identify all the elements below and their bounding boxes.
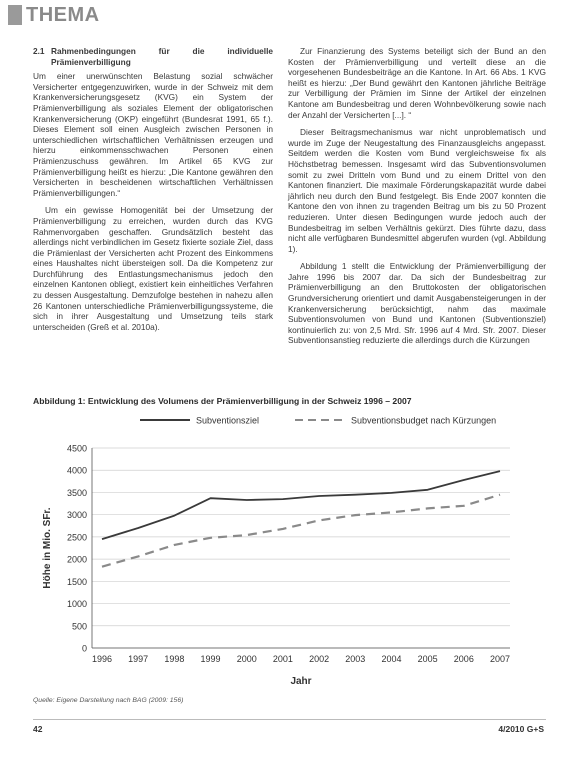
section-heading-text: Rahmenbedingungen für die individuelle Prämienverbilligung: [51, 46, 273, 67]
x-tick-label: 1999: [200, 654, 221, 664]
y-tick-label: 2000: [66, 554, 87, 565]
x-tick-label: 2002: [309, 654, 330, 664]
x-tick-label: 1997: [128, 654, 149, 664]
header-bar-mark: [8, 5, 22, 25]
section-number: 2.1: [33, 46, 45, 56]
y-tick-label: 4500: [66, 443, 87, 454]
y-tick-label: 1000: [66, 599, 87, 610]
legend-label: Subventionsziel: [196, 415, 260, 426]
x-tick-label: 2006: [453, 654, 474, 664]
paragraph: Um ein gewisse Homogenität bei der Umsetzung der Prämienverbilligung zu erreichen, wurden durch das KVG Rahmenvorgaben geschaffen. Grundsätzlich besteht das allerdings nicht verbindlichen im Gesetz fixierte soziale Ziel, dass die Prämienlast der Versicherten acht Prozent des Einkommens eines Haushaltes nicht übersteigen soll. Da die Kompetenz zur Durchführung des Entlastungsmechanismus jedoch den einzelnen Kantonen obliegt, existiert kein einheitliches Verfahren zu dessen Ausgestaltung. Demzufolge bestehen in nahezu allen 26 Kantonen unterschiedliche Prämienverbilligungssysteme, die sich in ihrer Ausgestaltung und Umsetzung teils stark unterscheiden (Greß et al. 2010a).: [33, 205, 273, 332]
right-column: [288, 46, 546, 353]
y-tick-label: 3500: [66, 487, 87, 498]
series-line-subventionsziel: [102, 471, 500, 539]
series-line-subventionsbudget: [102, 495, 500, 567]
x-tick-label: 2007: [489, 654, 511, 664]
y-tick-label: 1500: [66, 576, 87, 587]
x-tick-label: 2001: [272, 654, 293, 664]
page-header: [8, 4, 100, 26]
x-tick-label: 2003: [345, 654, 366, 664]
x-tick-label: 2004: [381, 654, 402, 664]
x-axis-label: Jahr: [290, 676, 312, 687]
paragraph: Um einer unerwünschten Belastung sozial schwächer Versicherter entgegenzuwirken, wurde in der Schweiz mit dem Krankenversicherungsgesetz (KVG) ein System der Prämienverbilligung als soziales Element der obligatorischen Krankenversicherung (OKP) eingeführt (Bundesrat 1991, 65 f.). Dieses Element soll einen Ausgleich zwischen Personen in unterschiedlichen wirtschaftlichen Verhältnissen erzeugen und hierzu einkommensschwachen Personen einen Prämienzuschuss gewähren. Im Artikel 65 KVG zur Prämienverbilligung heißt es hierzu: „Die Kantone gewähren den Versicherten in bescheidenen wirtschaftlichen Verhältnissen Prämienverbilligungen.“: [33, 71, 273, 198]
left-column: [33, 46, 273, 339]
y-tick-label: 500: [71, 621, 87, 632]
x-tick-label: 1996: [91, 654, 113, 664]
section-heading: [33, 46, 273, 67]
y-tick-label: 0: [81, 643, 87, 654]
x-tick-label: 2000: [236, 654, 257, 664]
x-tick-label: 2005: [417, 654, 438, 664]
y-tick-label: 2500: [66, 532, 87, 543]
issue-label: 4/2010 G+S: [498, 724, 544, 734]
paragraph: Zur Finanzierung des Systems beteiligt sich der Bund an den Kosten der Prämienverbilligung und verteilt diese an die vorgesehenen Bundesbeiträge an die Kantone. In Art. 66 Abs. 1 KVG heißt es hierzu: „Der Bund gewährt den Kantonen jährliche Beiträge zur Verbilligung der Prämien im Sinne der Artikel der einzelnen Kantone am Bundesbeitrag und deren Wohnbevölkerung sowie nach der Anzahl der Versicherten [...]. “: [288, 46, 546, 120]
figure-source: Quelle: Eigene Darstellung nach BAG (2009: 156): [33, 697, 184, 704]
legend-label: Subventionsbudget nach Kürzungen: [351, 415, 497, 426]
y-axis-label: Höhe in Mio. SFr.: [42, 507, 53, 589]
footer-rule: [33, 719, 546, 720]
y-tick-label: 3000: [66, 510, 87, 521]
figure-caption: Abbildung 1: Entwicklung des Volumens der Prämienverbilligung in der Schweiz 1996 – 2007: [33, 396, 412, 406]
x-tick-label: 1998: [164, 654, 185, 664]
section-title: THEMA: [26, 3, 100, 26]
y-tick-label: 4000: [66, 465, 87, 476]
line-chart: [30, 408, 530, 688]
paragraph: Abbildung 1 stellt die Entwicklung der Prämienverbilligung der Jahre 1996 bis 2007 dar. Da sich der Bundesbeitrag zur Prämienverbilligung an den Bruttokosten der obligatorischen Grundversicherung orientiert und damit Ausgabensteigerungen in der Krankenversicherung berücksichtigt, nahm das maximale Subventionsvolumen von Bund und Kantonen (Subventionsziel) kontinuierlich zu: von 2,5 Mrd. Sfr. 1996 auf 4 Mrd. Sfr. 2007. Dieser Subventionsanstieg reduzierte die allerdings durch die Kürzungen: [288, 261, 546, 346]
paragraph: Dieser Beitragsmechanismus war nicht unproblematisch und wurde im Zuge der Neugestaltung des Finanzausgleichs angepasst. Seitdem werden die Kosten vom Bund vergleichsweise fix als Höchstbetrag bemessen. Insgesamt wird das Subventionsvolumen somit zu zwei Dritteln vom Bund und zu einem Drittel von den Kantonen finanziert. Die maximale Förderungskapazität wurde dabei jährlich neu durch den Bund festgelegt. Bis Ende 2007 konnten die Kantone den von ihnen zu tragenden Beitrag um bis zu 50 Prozent reduzieren. Unter diesen Bedingungen wurde jedoch auch der Bundesbeitrag im selben Verhältnis gekürzt. Dies führte dazu, dass nicht alle verfügbaren Bundesmittel abgerufen wurden (vgl. Abbildung 1).: [288, 127, 546, 254]
page-number: 42: [33, 724, 43, 734]
